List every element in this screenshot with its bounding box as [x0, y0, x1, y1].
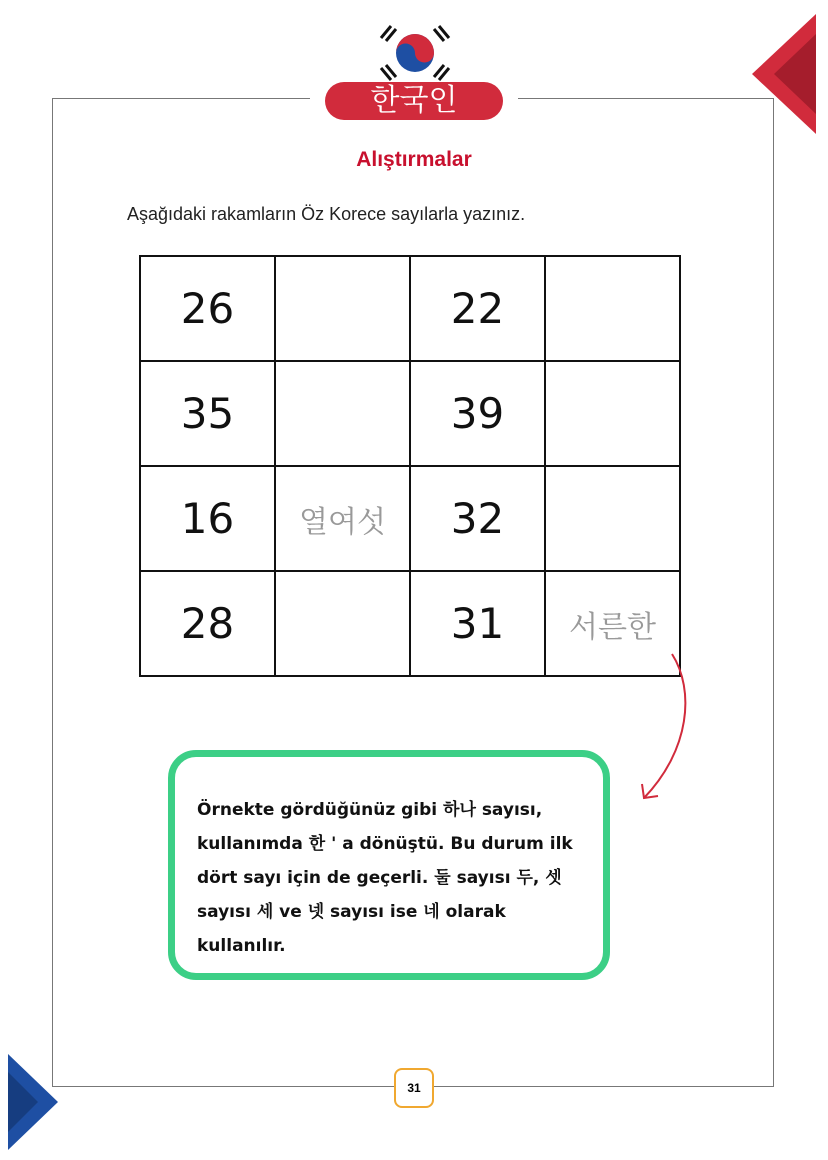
blue-corner-triangle [8, 1054, 60, 1152]
number-cell: 16 [140, 466, 275, 571]
korean-flag-icon [375, 18, 455, 88]
table-row [140, 571, 680, 676]
answer-cell[interactable] [275, 361, 410, 466]
number-cell: 28 [140, 571, 275, 676]
number-cell: 31 [410, 571, 545, 676]
table-row [140, 256, 680, 361]
number-cell: 39 [410, 361, 545, 466]
number-cell: 35 [140, 361, 275, 466]
answer-cell[interactable] [275, 256, 410, 361]
number-cell: 22 [410, 256, 545, 361]
instruction: Aşağıdaki rakamların Öz Korece sayılarla yazınız. [127, 204, 526, 224]
note-text: Örnekte gördüğünüz gibi 하나 sayısı, kullanımda 한 ' a dönüştü. Bu durum ilk dört sayı için de geçerli. 둘 sayısı 두, 셋 sayısı 세 ve 넷 sayısı ise 네 olarak kullanılır. [197, 800, 573, 956]
answer-cell[interactable] [275, 571, 410, 676]
number-cell: 26 [140, 256, 275, 361]
answer-cell[interactable] [545, 466, 680, 571]
page-title: Alıştırmalar [356, 148, 472, 171]
table-row [140, 361, 680, 466]
red-corner-triangle [752, 14, 818, 136]
answer-cell[interactable] [545, 256, 680, 361]
note-box [168, 750, 610, 980]
header-badge: 한국인 [325, 82, 503, 120]
red-arrow-icon [630, 650, 700, 810]
number-table [139, 255, 681, 677]
page-number: 31 [394, 1068, 434, 1108]
answer-cell[interactable]: 서른한 [545, 571, 680, 676]
answer-cell[interactable]: 열여섯 [275, 466, 410, 571]
answer-cell[interactable] [545, 361, 680, 466]
number-cell: 32 [410, 466, 545, 571]
table-row [140, 466, 680, 571]
